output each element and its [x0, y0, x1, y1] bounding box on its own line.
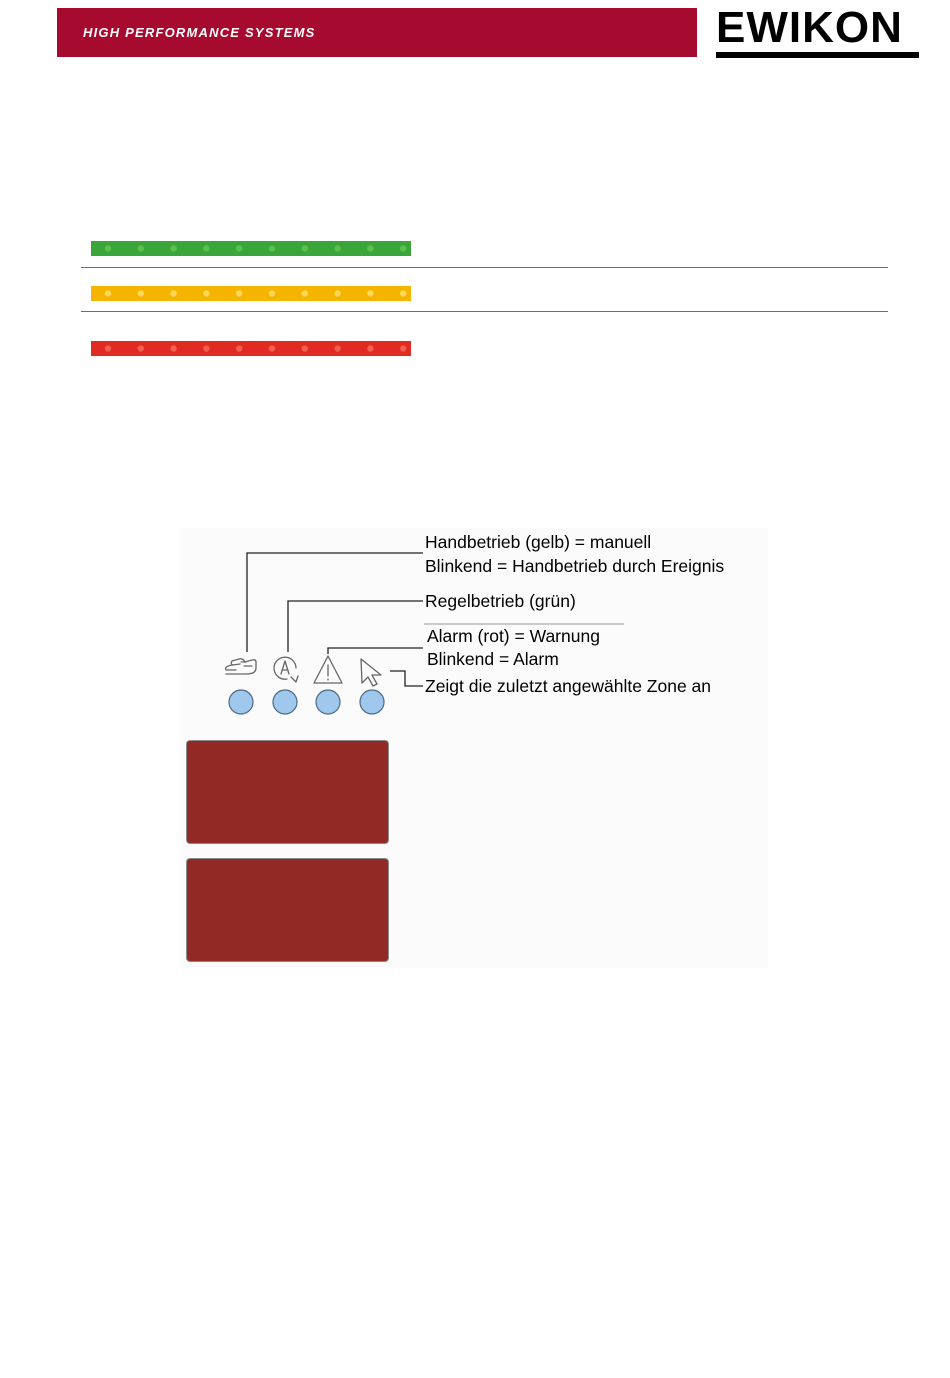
- logo-text: EWIKON: [716, 3, 903, 52]
- led-hand: [229, 690, 253, 714]
- auto-a-icon: [274, 657, 298, 682]
- label-alarm-line2: Blinkend = Alarm: [427, 649, 559, 669]
- led-auto: [273, 690, 297, 714]
- banner-tagline: HIGH PERFORMANCE SYSTEMS: [83, 25, 316, 40]
- label-hand-line1: Handbetrieb (gelb) = manuell: [425, 532, 652, 552]
- leader-line-cursor: [390, 671, 423, 686]
- label-hand-line2: Blinkend = Handbetrieb durch Ereignis: [425, 556, 725, 576]
- led-alarm: [316, 690, 340, 714]
- led-selected: [360, 690, 384, 714]
- leader-line-hand: [247, 553, 423, 652]
- display-panel-lower: [186, 858, 389, 962]
- cursor-arrow-icon: [361, 659, 381, 686]
- label-auto: Regelbetrieb (grün): [425, 591, 576, 611]
- display-panel-upper: [186, 740, 389, 844]
- leader-line-alarm: [328, 648, 423, 654]
- warning-triangle-icon: [314, 656, 342, 683]
- label-cursor: Zeigt die zuletzt angewählte Zone an: [425, 676, 712, 696]
- hand-icon: [226, 659, 256, 674]
- leader-line-auto: [288, 601, 423, 652]
- label-alarm-line1: Alarm (rot) = Warnung: [427, 626, 600, 646]
